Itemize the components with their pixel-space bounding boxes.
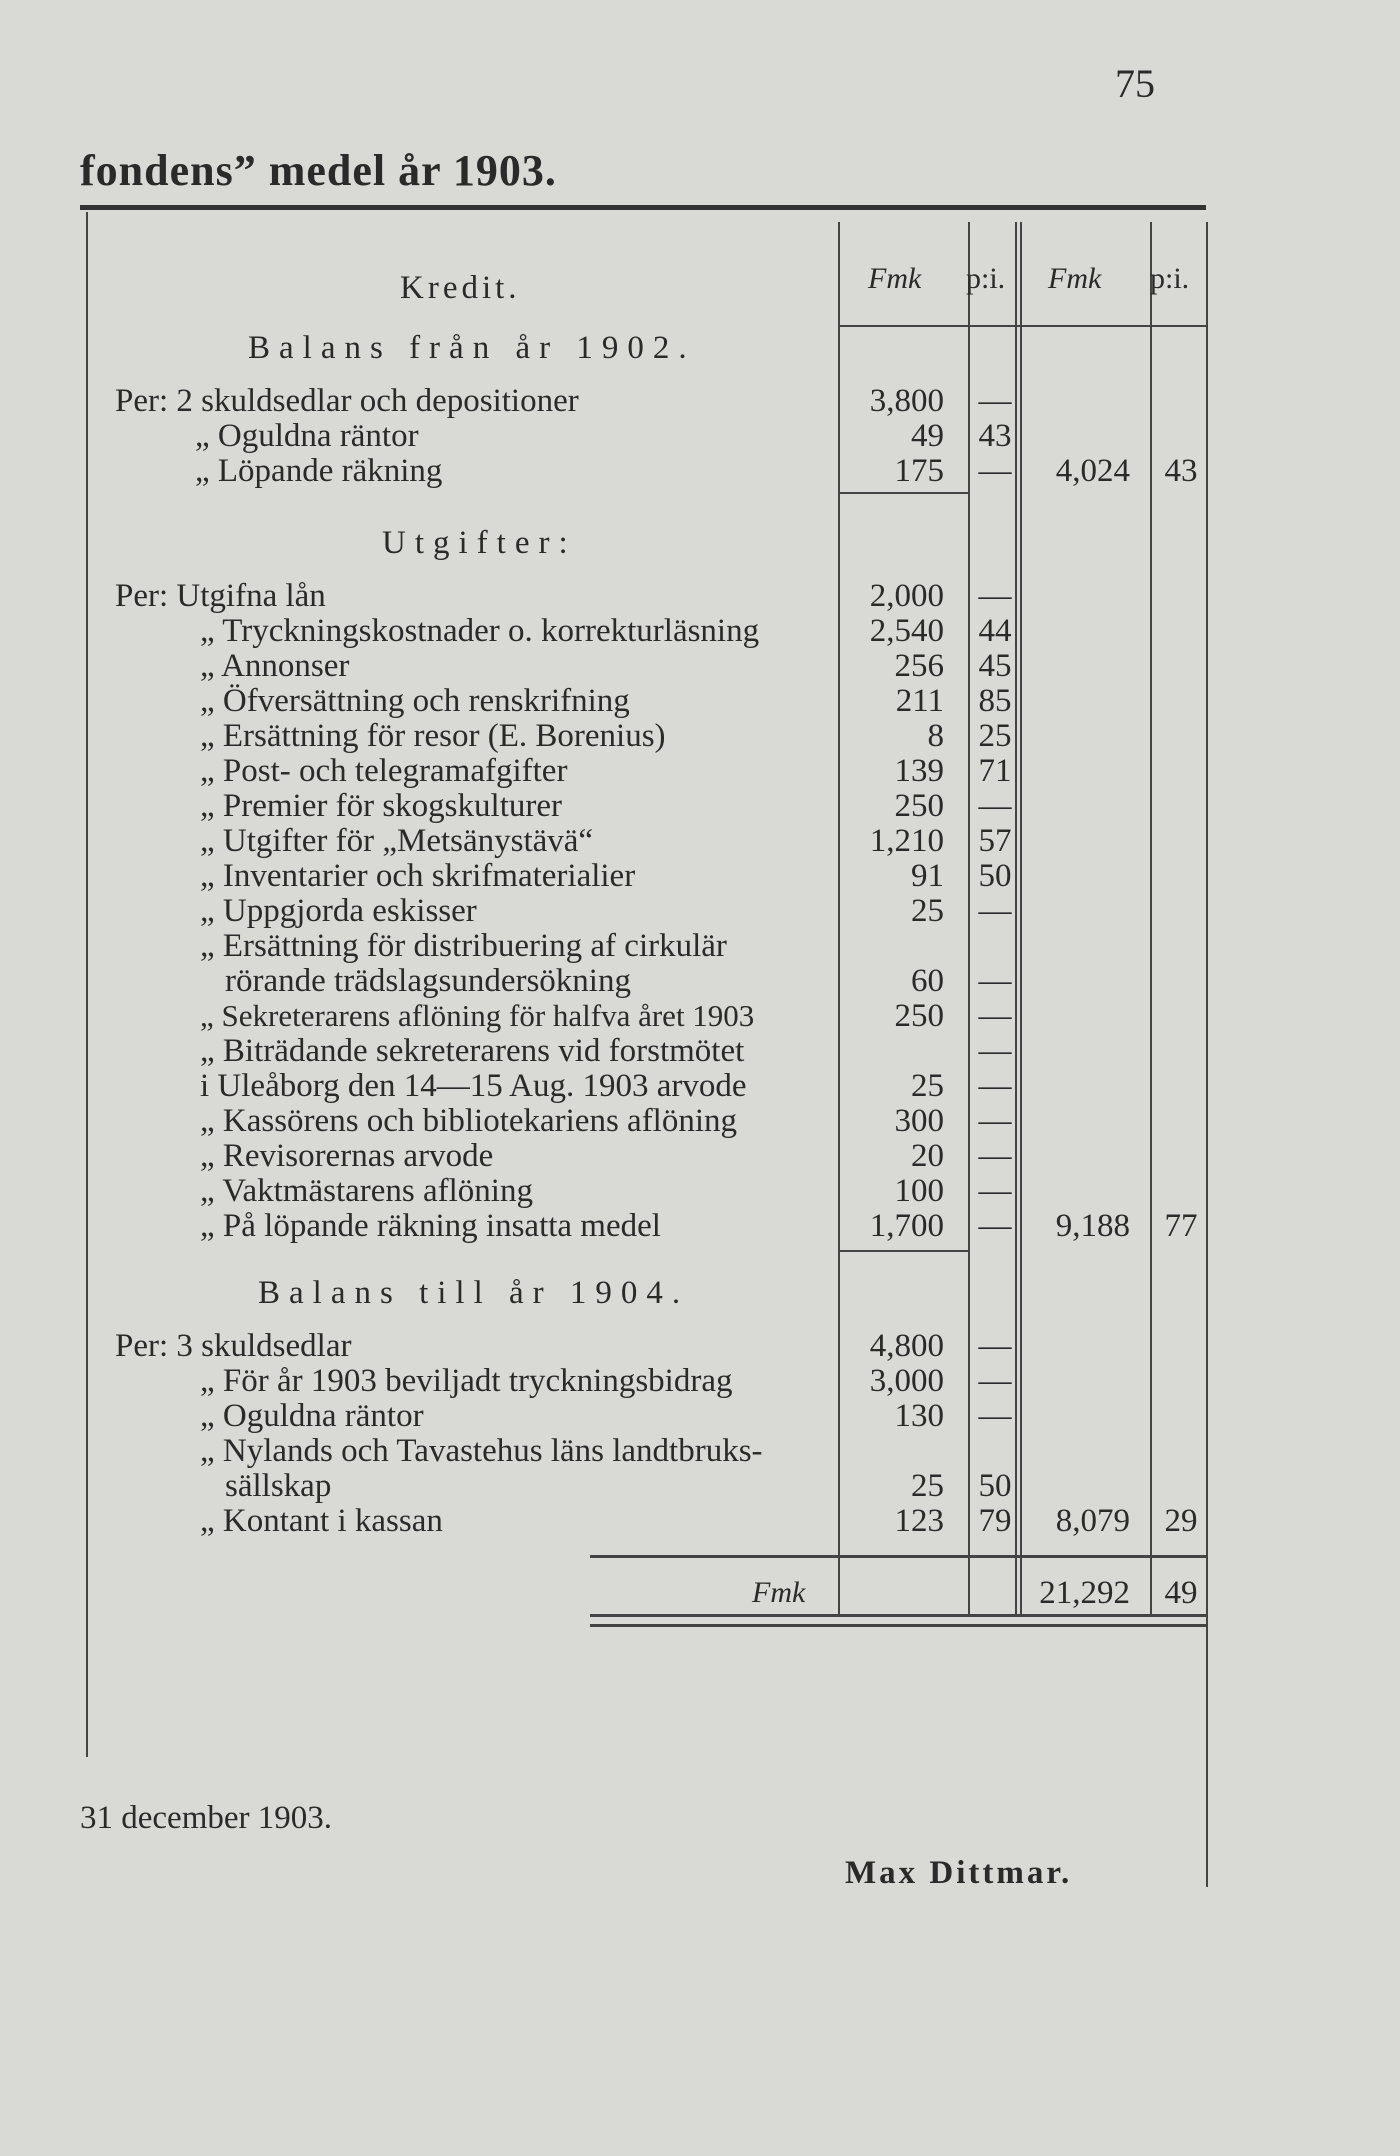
row-pi: 50 bbox=[978, 1468, 1012, 1504]
row-label: „ Uppgjorda eskisser bbox=[200, 893, 477, 929]
row-pi: — bbox=[978, 1068, 1012, 1104]
row-pi: — bbox=[978, 963, 1012, 999]
table-row bbox=[0, 1103, 1400, 1139]
table-row bbox=[0, 1208, 1400, 1244]
row-amount: 60 bbox=[911, 963, 944, 999]
table-row bbox=[0, 928, 1400, 964]
grand-total-label: Fmk bbox=[752, 1576, 806, 1609]
header-underline bbox=[840, 325, 1208, 327]
table-row bbox=[0, 1468, 1400, 1504]
row-pi: — bbox=[978, 788, 1012, 824]
row-label: sällskap bbox=[225, 1468, 332, 1504]
signature: Max Dittmar. bbox=[845, 1855, 1073, 1891]
row-amount: 2,000 bbox=[869, 578, 944, 614]
table-row bbox=[0, 683, 1400, 719]
grand-total-top-rule bbox=[590, 1555, 1206, 1558]
row-label: „ Utgifter för „Metsänystävä“ bbox=[200, 823, 594, 859]
row-amount: 256 bbox=[894, 648, 944, 684]
row-amount: 2,540 bbox=[869, 613, 944, 649]
pi-header-1: p:i. bbox=[966, 262, 1006, 295]
row-label: „ Kassörens och bibliotekariens aflöning bbox=[200, 1103, 738, 1139]
row-amount: 100 bbox=[894, 1173, 944, 1209]
row-pi: — bbox=[978, 998, 1012, 1034]
row-amount: 300 bbox=[894, 1103, 944, 1139]
row-pi: 85 bbox=[978, 683, 1012, 719]
row-pi: 25 bbox=[978, 718, 1012, 754]
row-label: „ Öfversättning och renskrifning bbox=[200, 683, 630, 719]
row-amount: 20 bbox=[911, 1138, 944, 1174]
row-pi: 79 bbox=[978, 1503, 1012, 1539]
row-amount: 91 bbox=[911, 858, 944, 894]
row-amount: 1,700 bbox=[869, 1208, 944, 1244]
row-label: „ För år 1903 beviljadt tryckningsbidrag bbox=[200, 1363, 733, 1399]
fmk-header-2: Fmk bbox=[1048, 262, 1102, 295]
footer-date: 31 december 1903. bbox=[80, 1800, 332, 1836]
table-row bbox=[0, 648, 1400, 684]
table-row bbox=[0, 1138, 1400, 1174]
row-label: „ Revisorernas arvode bbox=[200, 1138, 494, 1174]
row-label: Per: 2 skuldsedlar och depositioner bbox=[115, 383, 579, 419]
row-amount: 25 bbox=[911, 1068, 944, 1104]
row-label: „ Premier för skogskulturer bbox=[200, 788, 562, 824]
row-amount: 1,210 bbox=[869, 823, 944, 859]
row-amount: 25 bbox=[911, 1468, 944, 1504]
fmk-header-1: Fmk bbox=[868, 262, 922, 295]
row-amount: 211 bbox=[895, 683, 944, 719]
section-balans-1904: Balans till år 1904. bbox=[258, 1275, 690, 1311]
table-row bbox=[0, 1173, 1400, 1209]
row-amount: 4,800 bbox=[869, 1328, 944, 1364]
row-pi: — bbox=[978, 578, 1012, 614]
table-row bbox=[0, 823, 1400, 859]
table-row bbox=[0, 418, 1400, 454]
pi-header-2: p:i. bbox=[1150, 262, 1190, 295]
row-total: 9,188 bbox=[1055, 1208, 1130, 1244]
row-amount: 130 bbox=[894, 1398, 944, 1434]
table-row bbox=[0, 383, 1400, 419]
row-pi: 43 bbox=[978, 418, 1012, 454]
table-row bbox=[0, 998, 1400, 1034]
row-pi: — bbox=[978, 893, 1012, 929]
row-pi: 57 bbox=[978, 823, 1012, 859]
table-row bbox=[0, 1433, 1400, 1469]
row-pi: — bbox=[978, 1173, 1012, 1209]
subtotal-rule-2 bbox=[840, 1250, 968, 1252]
row-amount: 175 bbox=[894, 453, 944, 489]
row-label: „ Löpande räkning bbox=[195, 453, 443, 489]
table-row bbox=[0, 893, 1400, 929]
row-label: „ Tryckningskostnader o. korrekturläsning bbox=[200, 613, 760, 649]
grand-total-bottom-rule-2 bbox=[590, 1624, 1206, 1627]
row-label: „ Ersättning för resor (E. Borenius) bbox=[200, 718, 666, 754]
row-amount: 123 bbox=[894, 1503, 944, 1539]
row-label: „ Post- och telegramafgifter bbox=[200, 753, 568, 789]
table-row bbox=[0, 1398, 1400, 1434]
row-amount: 3,000 bbox=[869, 1363, 944, 1399]
row-pi: — bbox=[978, 1138, 1012, 1174]
row-label: „ Sekreterarens aflöning för halfva året 1903 bbox=[200, 998, 755, 1033]
table-row bbox=[0, 858, 1400, 894]
title-rule bbox=[80, 205, 1206, 210]
row-label: „ Kontant i kassan bbox=[200, 1503, 443, 1539]
row-label: „ Biträdande sekreterarens vid forstmötet bbox=[200, 1033, 745, 1069]
row-label: i Uleåborg den 14—15 Aug. 1903 arvode bbox=[200, 1068, 747, 1104]
row-pi: — bbox=[978, 1363, 1012, 1399]
row-total-pi: 29 bbox=[1164, 1503, 1198, 1539]
row-pi: — bbox=[978, 453, 1012, 489]
row-total-pi: 43 bbox=[1164, 453, 1198, 489]
row-amount: 250 bbox=[894, 788, 944, 824]
row-total-pi: 77 bbox=[1164, 1208, 1198, 1244]
row-label: „ Ersättning för distribuering af cirkulär bbox=[200, 928, 727, 964]
table-row bbox=[0, 1363, 1400, 1399]
row-pi: 44 bbox=[978, 613, 1012, 649]
table-row bbox=[0, 578, 1400, 614]
page-title: fondens” medel år 1903. bbox=[80, 146, 557, 195]
row-pi: — bbox=[978, 1328, 1012, 1364]
row-label: „ På löpande räkning insatta medel bbox=[200, 1208, 661, 1244]
table-row bbox=[0, 1328, 1400, 1364]
row-pi: 71 bbox=[978, 753, 1012, 789]
row-label: „ Inventarier och skrifmaterialier bbox=[200, 858, 636, 894]
row-amount: 3,800 bbox=[869, 383, 944, 419]
grand-total-row bbox=[0, 1575, 1400, 1611]
table-row bbox=[0, 1068, 1400, 1104]
table-row bbox=[0, 788, 1400, 824]
row-label: rörande trädslagsundersökning bbox=[225, 963, 631, 999]
row-pi: — bbox=[978, 1103, 1012, 1139]
grand-total-pi: 49 bbox=[1164, 1575, 1198, 1611]
table-row bbox=[0, 453, 1400, 489]
table-row bbox=[0, 613, 1400, 649]
row-label: „ Oguldna räntor bbox=[200, 1398, 424, 1434]
row-amount: 139 bbox=[894, 753, 944, 789]
row-total: 8,079 bbox=[1055, 1503, 1130, 1539]
row-label: Per: 3 skuldsedlar bbox=[115, 1328, 352, 1364]
row-amount: 8 bbox=[927, 718, 944, 754]
table-row bbox=[0, 1033, 1400, 1069]
row-label: „ Annonser bbox=[200, 648, 350, 684]
row-label: „ Vaktmästarens aflöning bbox=[200, 1173, 533, 1209]
table-row bbox=[0, 963, 1400, 999]
row-label: Per: Utgifna lån bbox=[115, 578, 326, 614]
row-amount: 25 bbox=[911, 893, 944, 929]
section-balans-1902: Balans från år 1902. bbox=[248, 330, 696, 366]
table-row bbox=[0, 718, 1400, 754]
table-row bbox=[0, 753, 1400, 789]
row-label: „ Nylands och Tavastehus läns landtbruks- bbox=[200, 1433, 763, 1469]
row-pi: — bbox=[978, 1398, 1012, 1434]
row-amount: 250 bbox=[894, 998, 944, 1034]
row-pi: 50 bbox=[978, 858, 1012, 894]
row-amount: 49 bbox=[911, 418, 944, 454]
row-pi: 45 bbox=[978, 648, 1012, 684]
row-label: „ Oguldna räntor bbox=[195, 418, 419, 454]
row-pi: — bbox=[978, 1208, 1012, 1244]
row-total: 4,024 bbox=[1055, 453, 1130, 489]
section-utgifter: Utgifter: bbox=[382, 525, 577, 561]
grand-total-amount: 21,292 bbox=[1039, 1575, 1130, 1611]
row-pi: — bbox=[978, 1033, 1012, 1069]
table-row bbox=[0, 1503, 1400, 1539]
page-number: 75 bbox=[1115, 61, 1155, 106]
row-pi: — bbox=[978, 383, 1012, 419]
subtotal-rule-1 bbox=[840, 492, 968, 494]
kredit-heading: Kredit. bbox=[400, 270, 521, 306]
grand-total-bottom-rule-1 bbox=[590, 1614, 1206, 1617]
